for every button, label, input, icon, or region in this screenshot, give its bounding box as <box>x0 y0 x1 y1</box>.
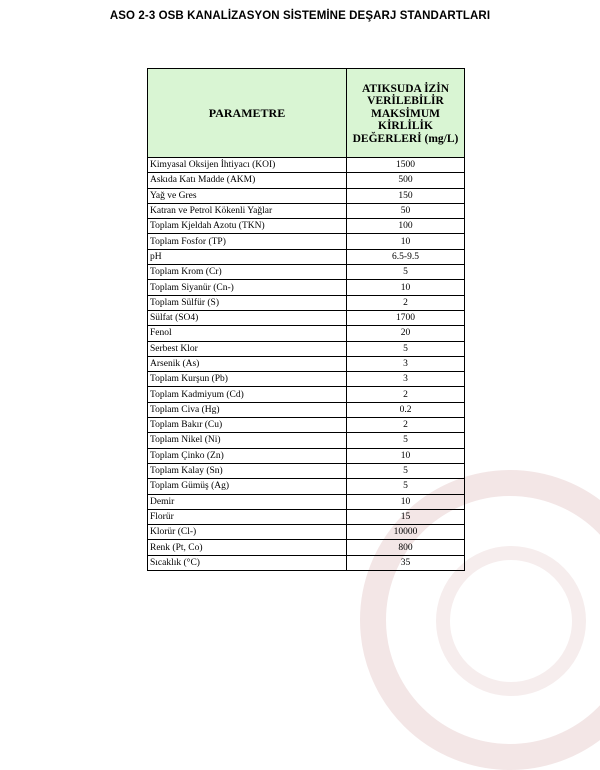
parameter-cell: Sıcaklık (°C) <box>148 555 347 570</box>
table-row <box>148 494 465 509</box>
value-cell: 500 <box>347 173 465 188</box>
parameter-cell: Toplam Kjeldah Azotu (TKN) <box>148 219 347 234</box>
table-row <box>148 158 465 173</box>
header-parameter: PARAMETRE <box>148 69 347 158</box>
value-cell: 50 <box>347 203 465 218</box>
value-cell: 35 <box>347 555 465 570</box>
parameter-cell: Toplam Kadmiyum (Cd) <box>148 387 347 402</box>
table-row <box>148 555 465 570</box>
parameter-cell: Katran ve Petrol Kökenli Yağlar <box>148 203 347 218</box>
value-cell: 10 <box>347 280 465 295</box>
parameter-cell: Sülfat (SO4) <box>148 310 347 325</box>
parameter-cell: Serbest Klor <box>148 341 347 356</box>
table-row <box>148 234 465 249</box>
table-row <box>148 249 465 264</box>
parameter-cell: Toplam Civa (Hg) <box>148 402 347 417</box>
header-max-value: ATIKSUDA İZİN VERİLEBİLİR MAKSİMUM KİRLİLİK DEĞERLERİ (mg/L) <box>347 69 465 158</box>
value-cell: 5 <box>347 341 465 356</box>
table-row <box>148 310 465 325</box>
parameter-cell: Demir <box>148 494 347 509</box>
parameter-cell: Toplam Kurşun (Pb) <box>148 372 347 387</box>
value-cell: 800 <box>347 540 465 555</box>
parameter-cell: Toplam Nikel (Ni) <box>148 433 347 448</box>
table-row <box>148 341 465 356</box>
parameter-cell: Klorür (Cl-) <box>148 525 347 540</box>
value-cell: 5 <box>347 433 465 448</box>
value-cell: 10000 <box>347 525 465 540</box>
table-row <box>148 372 465 387</box>
table-row <box>148 295 465 310</box>
value-cell: 2 <box>347 387 465 402</box>
table-row <box>148 326 465 341</box>
table-row <box>148 509 465 524</box>
parameter-cell: Toplam Çinko (Zn) <box>148 448 347 463</box>
parameter-cell: Renk (Pt, Co) <box>148 540 347 555</box>
table-row <box>148 540 465 555</box>
table-row <box>148 448 465 463</box>
table-row <box>148 402 465 417</box>
standards-table <box>147 68 465 571</box>
value-cell: 2 <box>347 295 465 310</box>
value-cell: 5 <box>347 479 465 494</box>
parameter-cell: Toplam Bakır (Cu) <box>148 418 347 433</box>
value-cell: 2 <box>347 418 465 433</box>
parameter-cell: Arsenik (As) <box>148 356 347 371</box>
value-cell: 3 <box>347 372 465 387</box>
table-row <box>148 525 465 540</box>
value-cell: 1700 <box>347 310 465 325</box>
value-cell: 150 <box>347 188 465 203</box>
table-row <box>148 433 465 448</box>
parameter-cell: Fenol <box>148 326 347 341</box>
parameter-cell: Toplam Sülfür (S) <box>148 295 347 310</box>
value-cell: 100 <box>347 219 465 234</box>
table-body <box>148 158 465 571</box>
parameter-cell: Kimyasal Oksijen İhtiyacı (KOI) <box>148 158 347 173</box>
table-row <box>148 280 465 295</box>
table-row <box>148 418 465 433</box>
table-header-row <box>148 69 465 158</box>
table-row <box>148 188 465 203</box>
parameter-cell: Toplam Krom (Cr) <box>148 265 347 280</box>
value-cell: 15 <box>347 509 465 524</box>
table-row <box>148 203 465 218</box>
table-row <box>148 387 465 402</box>
value-cell: 10 <box>347 234 465 249</box>
value-cell: 5 <box>347 265 465 280</box>
parameter-cell: Askıda Katı Madde (AKM) <box>148 173 347 188</box>
parameter-cell: Toplam Gümüş (Ag) <box>148 479 347 494</box>
value-cell: 1500 <box>347 158 465 173</box>
value-cell: 5 <box>347 463 465 478</box>
page-title: ASO 2-3 OSB KANALİZASYON SİSTEMİNE DEŞARJ STANDARTLARI <box>109 10 491 22</box>
table-row <box>148 265 465 280</box>
value-cell: 0.2 <box>347 402 465 417</box>
parameter-cell: Toplam Kalay (Sn) <box>148 463 347 478</box>
table-row <box>148 463 465 478</box>
value-cell: 3 <box>347 356 465 371</box>
parameter-cell: Toplam Fosfor (TP) <box>148 234 347 249</box>
table-row <box>148 479 465 494</box>
parameter-cell: Florür <box>148 509 347 524</box>
parameter-cell: Yağ ve Gres <box>148 188 347 203</box>
value-cell: 6.5-9.5 <box>347 249 465 264</box>
value-cell: 10 <box>347 448 465 463</box>
parameter-cell: pH <box>148 249 347 264</box>
parameter-cell: Toplam Siyanür (Cn-) <box>148 280 347 295</box>
value-cell: 20 <box>347 326 465 341</box>
table-row <box>148 219 465 234</box>
table-row <box>148 173 465 188</box>
table-row <box>148 356 465 371</box>
value-cell: 10 <box>347 494 465 509</box>
